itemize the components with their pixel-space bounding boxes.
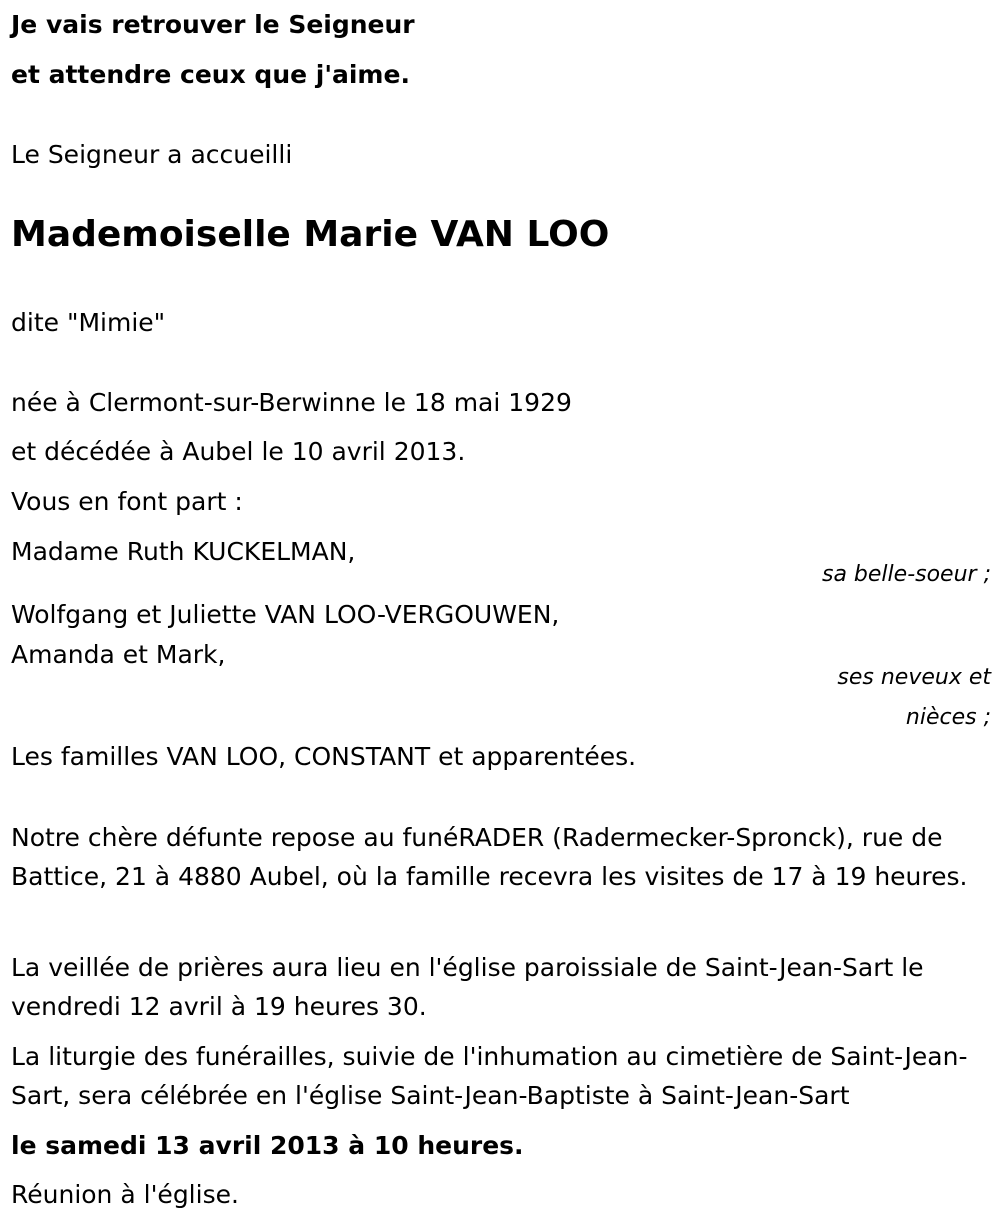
family-member-name: Wolfgang et Juliette VAN LOO-VERGOUWEN,	[11, 600, 560, 629]
funeral-date-time: le samedi 13 avril 2013 à 10 heures.	[11, 1131, 524, 1160]
birth-info: née à Clermont-sur-Berwinne le 18 mai 1929	[11, 388, 572, 417]
rest-paragraph: Notre chère défunte repose au funéRADER (Radermecker-Spronck), rue de Battice, 21 à 4880 Aubel, où la famille recevra les visites de 17 à 19 heures.	[11, 823, 968, 891]
families-line: Les familles VAN LOO, CONSTANT et apparentées.	[11, 742, 637, 771]
deceased-name: Mademoiselle Marie VAN LOO	[11, 214, 610, 255]
family-relation: sa belle-soeur ;	[822, 562, 991, 587]
epigraph-line-1: Je vais retrouver le Seigneur	[11, 10, 415, 39]
family-member-name: Madame Ruth KUCKELMAN,	[11, 537, 356, 566]
announce-text: Vous en font part :	[11, 487, 243, 516]
family-relation: nièces ;	[905, 705, 991, 730]
liturgy-paragraph: La liturgie des funérailles, suivie de l'inhumation au cimetière de Saint-Jean-Sart, sera célébrée en l'église Saint-Jean-Baptiste à Saint-Jean-Sart	[11, 1042, 968, 1110]
death-info: et décédée à Aubel le 10 avril 2013.	[11, 437, 466, 466]
vigil-paragraph: La veillée de prières aura lieu en l'église paroissiale de Saint-Jean-Sart le vendredi 12 avril à 19 heures 30.	[11, 953, 924, 1021]
family-relation: ses neveux et	[837, 665, 991, 690]
intro-text: Le Seigneur a accueilli	[11, 140, 293, 169]
epigraph-line-2: et attendre ceux que j'aime.	[11, 60, 410, 89]
family-member-name: Amanda et Mark,	[11, 640, 226, 669]
meeting-text: Réunion à l'église.	[11, 1180, 239, 1209]
nickname: dite "Mimie"	[11, 308, 166, 337]
